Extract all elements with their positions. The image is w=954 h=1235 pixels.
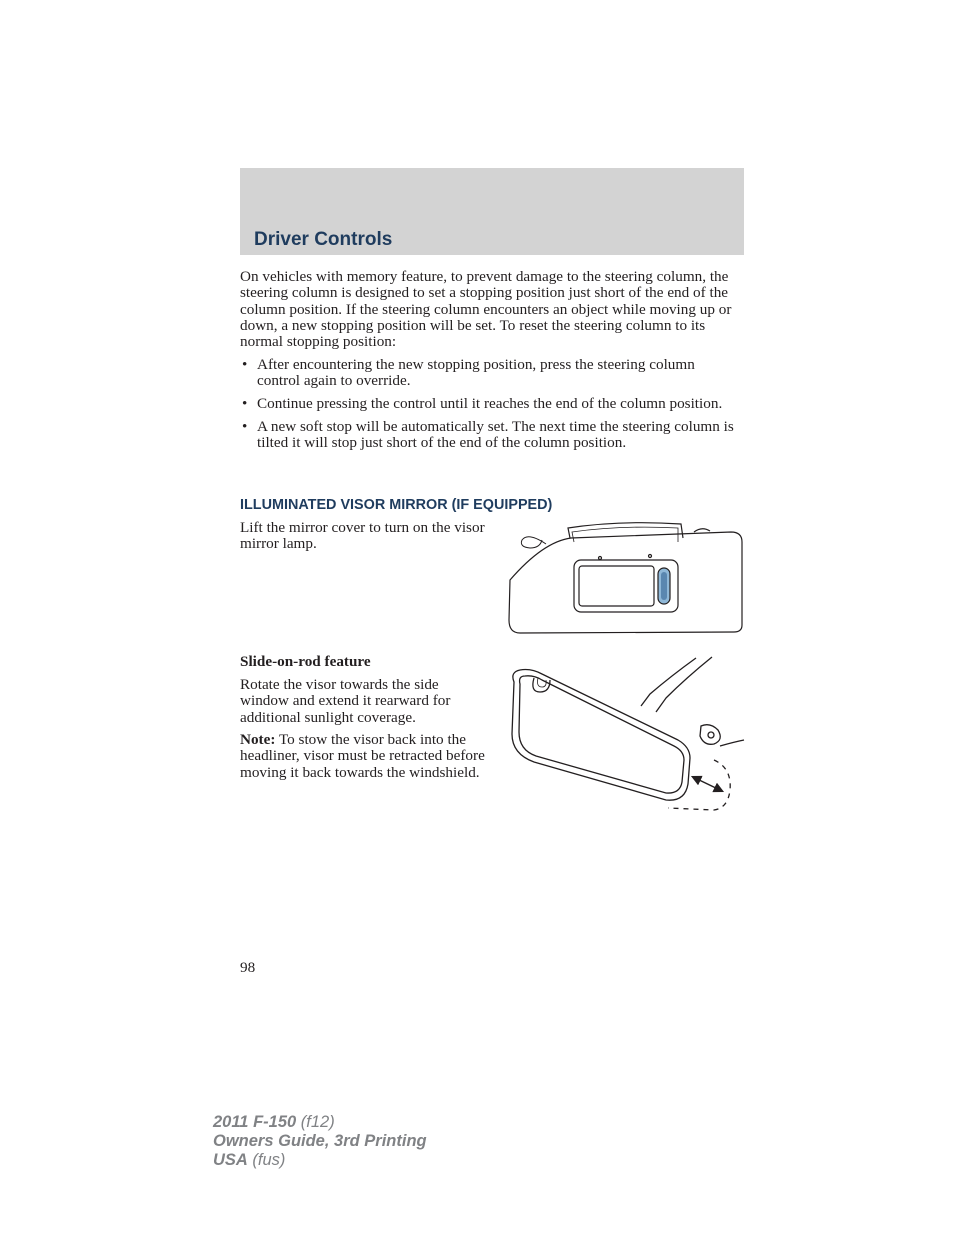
footer-line-2: Owners Guide, 3rd Printing	[213, 1132, 427, 1150]
section-heading: ILLUMINATED VISOR MIRROR (IF EQUIPPED)	[240, 497, 553, 513]
slide-on-rod-heading: Slide-on-rod feature	[240, 653, 371, 670]
rotate-visor-text: Rotate the visor towards the side window and extend it rearward for additional sunlight coverage.	[240, 676, 451, 726]
bullet-list	[240, 357, 740, 458]
bullet-marker: •	[242, 356, 248, 373]
stow-note-paragraph	[240, 732, 485, 781]
lift-mirror-text: Lift the mirror cover to turn on the visor mirror lamp.	[240, 519, 485, 553]
bullet-item	[240, 396, 740, 412]
bullet-text: Continue pressing the control until it reaches the end of the column position.	[257, 395, 723, 413]
footer-line-1	[213, 1113, 427, 1132]
footer-code: (f12)	[296, 1113, 335, 1131]
header-band	[240, 168, 744, 255]
bullet-marker: •	[242, 417, 248, 435]
footer-region: USA	[213, 1151, 248, 1169]
footer-line-3	[213, 1151, 427, 1170]
note-text: To stow the visor back into the headliner, visor must be retracted before moving it back towards the windshield.	[240, 731, 485, 781]
page-section-title: Driver Controls	[254, 229, 393, 250]
footer	[213, 1113, 427, 1170]
page-number: 98	[240, 959, 256, 976]
bullet-item	[240, 419, 740, 452]
intro-paragraph: On vehicles with memory feature, to prevent damage to the steering column, the steering column is designed to set a stopping position just short of the end of the column position. If the steering column encounters an object while moving up or down, a new stopping position will be set. To reset the steering column to its normal stopping position:	[240, 268, 732, 351]
bullet-item	[240, 357, 740, 390]
note-label: Note:	[240, 731, 276, 748]
bullet-text: A new soft stop will be automatically set. The next time the steering column is tilted it will stop just short of the end of the column position.	[257, 417, 734, 452]
bullet-text: After encountering the new stopping position, press the steering column control again to override.	[257, 356, 695, 390]
visor-slide-illustration	[506, 654, 746, 816]
footer-model: 2011 F-150	[213, 1113, 297, 1131]
bullet-marker: •	[242, 395, 248, 413]
visor-mirror-illustration	[506, 520, 746, 638]
footer-region-code: (fus)	[247, 1151, 286, 1169]
